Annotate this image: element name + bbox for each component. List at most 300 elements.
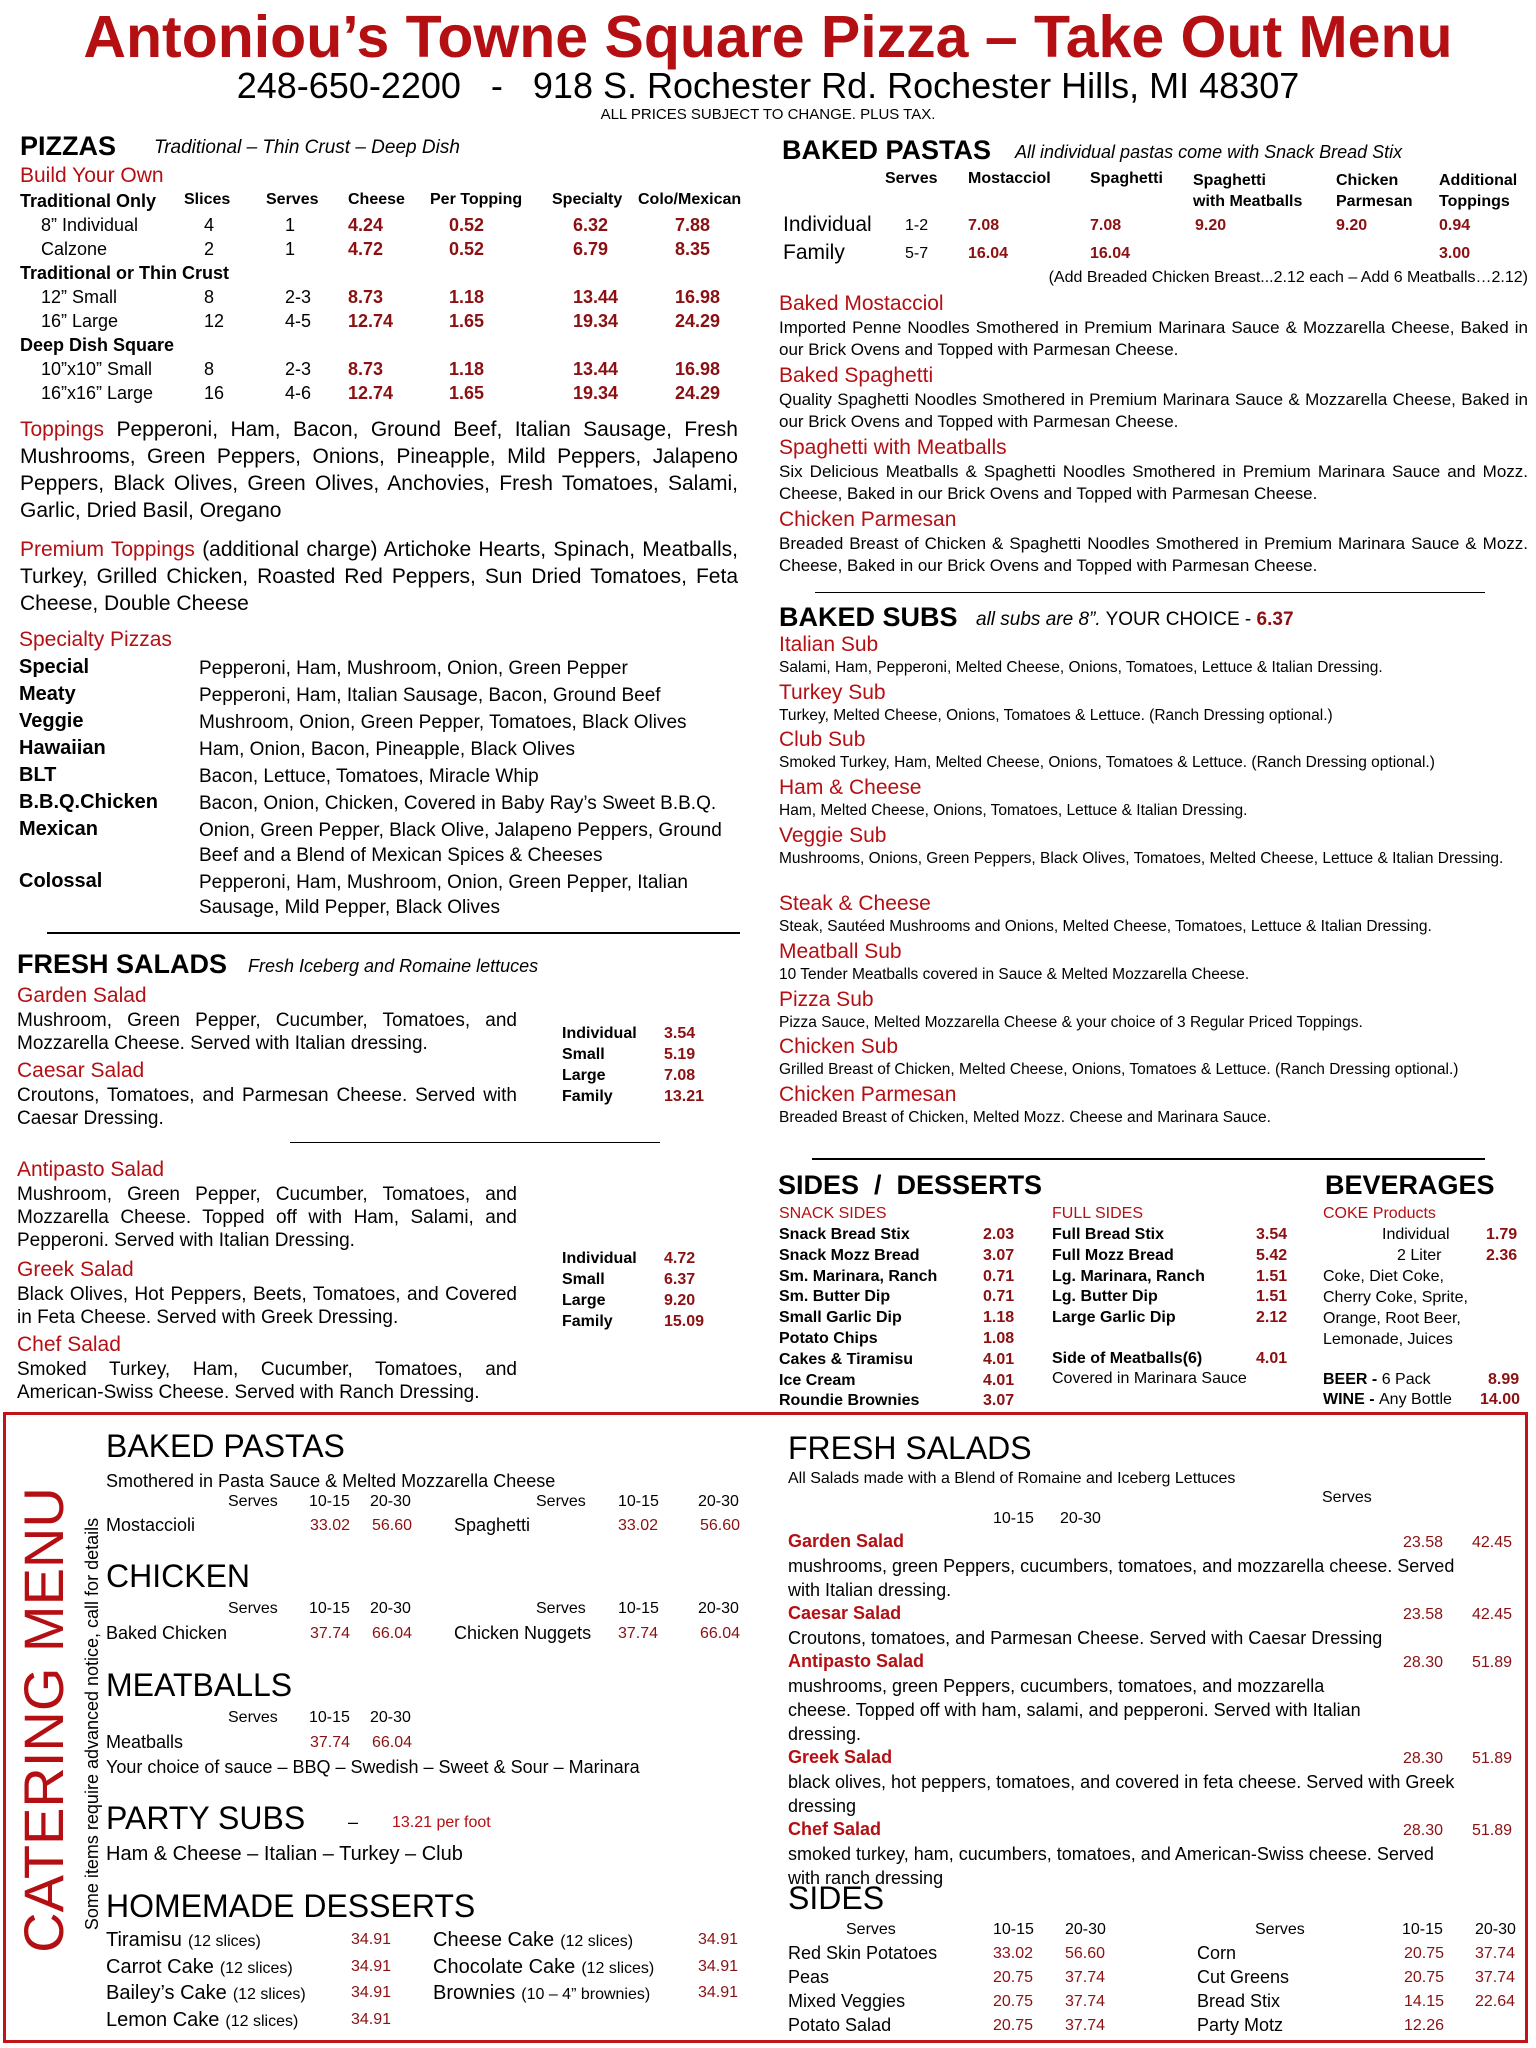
meatballs-note: Covered in Marinara Sauce	[1052, 1370, 1247, 1387]
col-spaghetti-meatballs	[1193, 170, 1302, 212]
salad-name: Garden Salad	[17, 984, 147, 1007]
premium-toppings-text: (additional charge) Artichoke Hearts, Spinach, Meatballs, Turkey, Grilled Chicken, Roasted Red Peppers, Sun Dried Tomatoes, Feta Cheese, Double Cheese	[20, 538, 738, 615]
catering-price-20-30: 22.64	[1475, 1993, 1516, 2010]
catering-salad-price-10-15: 23.58	[1403, 1606, 1444, 1623]
col-serves: Serves	[885, 170, 938, 187]
salad-desc: Croutons, Tomatoes, and Parmesan Cheese. Served with Caesar Dressing.	[17, 1085, 517, 1129]
sub-desc: Pizza Sauce, Melted Mozzarella Cheese & your choice of 3 Regular Priced Toppings.	[779, 1014, 1363, 1031]
beverage-size: Individual	[1382, 1226, 1450, 1243]
dessert-price: 34.91	[351, 1984, 392, 2001]
pizza-size: 16”x16” Large	[41, 383, 154, 403]
full-side-price: 5.42	[1256, 1246, 1288, 1264]
salad-price: 13.21	[664, 1088, 705, 1105]
beverage-flavors: Coke, Diet Coke, Cherry Coke, Sprite, Orange, Root Beer, Lemonade, Juices	[1323, 1268, 1468, 1348]
serves-value: 2-3	[285, 359, 312, 379]
catering-price-10-15: 37.74	[310, 1625, 351, 1642]
catering-price-10-15: 12.26	[1404, 2017, 1445, 2034]
sub-name: Italian Sub	[779, 633, 879, 656]
specialty-pizza-name: B.B.Q.Chicken	[19, 791, 158, 813]
salad-price: 3.54	[664, 1025, 696, 1042]
catering-salad-price-20-30: 51.89	[1472, 1822, 1513, 1839]
subs-subtitle-line	[976, 608, 1294, 632]
sub-desc: 10 Tender Meatballs covered in Sauce & Melted Mozzarella Cheese.	[779, 966, 1250, 983]
full-sides-label: FULL SIDES	[1052, 1205, 1143, 1222]
cheese-price: 8.73	[348, 287, 384, 307]
sub-desc: Salami, Ham, Pepperoni, Melted Cheese, Onions, Tomatoes, Lettuce & Italian Dressing.	[779, 659, 1383, 676]
catering-item-name: Peas	[788, 1967, 830, 1987]
contact-line: 248-650-2200 - 918 S. Rochester Rd. Rochester Hills, MI 48307	[236, 65, 1300, 106]
beverages-heading: BEVERAGES	[1325, 1170, 1495, 1200]
specialty-pizza-desc: Bacon, Lettuce, Tomatoes, Miracle Whip	[199, 766, 539, 787]
catering-item-name: Red Skin Potatoes	[788, 1943, 938, 1963]
pasta-serves: 1-2	[905, 217, 929, 234]
wine-desc: Any Bottle	[1379, 1391, 1452, 1408]
menu-title: Antoniou’s Towne Square Pizza – Take Out Menu	[83, 4, 1453, 70]
beer-line	[1323, 1370, 1431, 1390]
catering-price-10-15: 20.75	[1404, 1945, 1445, 1962]
catering-salad-name: Caesar Salad	[788, 1603, 902, 1623]
full-side-name: Large Garlic Dip	[1052, 1309, 1176, 1327]
col-mostacciol: Mostacciol	[968, 170, 1051, 187]
price-notice: ALL PRICES SUBJECT TO CHANGE. PLUS TAX.	[600, 106, 936, 123]
premium-toppings-label: Premium Toppings	[20, 538, 195, 561]
divider	[290, 1142, 660, 1143]
catering-title: CATERING MENU	[12, 1487, 75, 1953]
catering-price-10-15: 37.74	[618, 1625, 659, 1642]
col-slices: Slices	[184, 191, 231, 208]
sub-name: Steak & Cheese	[779, 892, 931, 915]
specialty-pizza-name: Special	[19, 656, 90, 678]
col-serves: Serves	[846, 1921, 896, 1938]
snack-side-name: Sm. Marinara, Ranch	[779, 1267, 938, 1285]
build-your-own-label: Build Your Own	[20, 164, 164, 187]
specialty-pizza-name: BLT	[19, 764, 57, 786]
sub-name: Club Sub	[779, 728, 866, 751]
dessert-qty: (10 – 4” brownies)	[521, 1986, 651, 2003]
full-side-name: Full Bread Stix	[1052, 1226, 1165, 1243]
catering-price-20-30: 56.60	[700, 1517, 741, 1534]
catering-salads-heading: FRESH SALADS	[788, 1430, 1032, 1466]
toppings-text: Pepperoni, Ham, Bacon, Ground Beef, Italian Sausage, Fresh Mushrooms, Green Peppers, Onions, Pineapple, Mild Peppers, Jalapeno Peppers, Black Olives, Green Olives, Anchovies, Fresh Tomatoes, Salami, Garlic, Dried Basil, Oregano	[20, 418, 738, 522]
pasta-size: Individual	[783, 213, 872, 236]
catering-salad-price-20-30: 51.89	[1472, 1750, 1513, 1767]
salad-price: 4.72	[664, 1250, 696, 1267]
catering-price-10-15: 37.74	[310, 1734, 351, 1751]
catering-price-20-30: 66.04	[700, 1625, 741, 1642]
pizza-size: 12” Small	[41, 287, 118, 307]
sub-desc: Grilled Breast of Chicken, Melted Cheese, Onions, Tomatoes & Lettuce. (Ranch Dressing optional.)	[779, 1061, 1459, 1078]
salad-price: 9.20	[664, 1292, 696, 1309]
specialty-price: 6.32	[573, 215, 609, 235]
sub-name: Pizza Sub	[779, 988, 874, 1011]
catering-salad-desc: mushrooms, green Peppers, cucumbers, tomatoes, and mozzarella cheese. Served with Italian dressing.	[788, 1556, 1455, 1600]
salad-name: Chef Salad	[17, 1333, 121, 1356]
full-side-price: 1.51	[1256, 1288, 1288, 1306]
topping-price: 0.52	[449, 239, 485, 259]
slices-value: 8	[204, 359, 215, 379]
catering-price-20-30: 37.74	[1065, 1993, 1106, 2010]
snack-side-price: 3.07	[983, 1392, 1015, 1410]
col-serves: Serves	[228, 1493, 278, 1510]
dessert-price: 34.91	[698, 1931, 739, 1948]
specialty-pizza-desc: Pepperoni, Ham, Mushroom, Onion, Green Pepper	[199, 658, 628, 679]
col-serves: Serves	[228, 1600, 278, 1617]
dessert-price: 34.91	[698, 1984, 739, 2001]
col-label: Spaghetti	[1193, 172, 1266, 189]
col-serves: Serves	[536, 1493, 586, 1510]
slices-value: 2	[204, 239, 215, 259]
dessert-name: Tiramisu	[106, 1929, 182, 1951]
meatballs-sauce-choice: Your choice of sauce – BBQ – Swedish – Sweet & Sour – Marinara	[106, 1757, 640, 1777]
dessert-price: 34.91	[351, 1931, 392, 1948]
col-label: Parmesan	[1336, 193, 1413, 210]
col-serves: Serves	[1322, 1489, 1372, 1506]
catering-chicken-heading: CHICKEN	[106, 1558, 251, 1594]
sub-name: Veggie Sub	[779, 824, 887, 847]
slices-value: 4	[204, 215, 215, 235]
col-20-30: 20-30	[370, 1493, 411, 1510]
catering-salad-desc: smoked turkey, ham, cucumbers, tomatoes, and American-Swiss cheese. Served with ranch dressing	[788, 1844, 1434, 1888]
divider	[815, 592, 1485, 593]
sub-name: Ham & Cheese	[779, 776, 922, 799]
colo-mexican-price: 8.35	[675, 239, 711, 259]
topping-price: 1.18	[449, 287, 485, 307]
catering-price-10-15: 14.15	[1404, 1993, 1445, 2010]
specialty-pizza-name: Hawaiian	[19, 737, 106, 759]
pizza-size: Calzone	[41, 239, 108, 259]
salad-price: 6.37	[664, 1271, 696, 1288]
additional-toppings-price: 0.94	[1439, 217, 1471, 234]
col-spaghetti: Spaghetti	[1090, 170, 1163, 187]
dessert-qty: (12 slices)	[581, 1959, 655, 1977]
pizza-size: 16” Large	[41, 311, 119, 331]
serves-value: 2-3	[285, 287, 312, 307]
col-cheese: Cheese	[348, 191, 405, 208]
snack-side-name: Roundie Brownies	[779, 1392, 920, 1410]
full-side-name: Lg. Butter Dip	[1052, 1288, 1158, 1306]
col-serves: Serves	[228, 1709, 278, 1726]
cheese-price: 4.24	[348, 215, 384, 235]
dessert-item	[106, 1928, 261, 1954]
col-label: Additional	[1439, 172, 1518, 189]
beer-price: 8.99	[1488, 1371, 1520, 1388]
catering-price-10-15: 33.02	[618, 1517, 659, 1534]
col-per-topping: Per Topping	[430, 191, 523, 208]
salad-size: Family	[562, 1313, 613, 1330]
cheese-price: 12.74	[348, 311, 394, 331]
col-10-15: 10-15	[309, 1709, 350, 1726]
catering-salad-price-20-30: 42.45	[1472, 1534, 1513, 1551]
specialty-pizza-desc: Ham, Onion, Bacon, Pineapple, Black Olives	[199, 739, 575, 760]
pastas-subtitle: All individual pastas come with Snack Bread Stix	[1015, 142, 1403, 162]
salad-price: 7.08	[664, 1067, 696, 1084]
specialty-pizza-name: Veggie	[19, 710, 84, 732]
col-20-30: 20-30	[1060, 1510, 1101, 1527]
specialty-pizza-name: Meaty	[19, 683, 76, 705]
pasta-item-desc: Six Delicious Meatballs & Spaghetti Noodles Smothered in Premium Marinara Sauce and Mozz. Cheese, Baked in our Brick Ovens and Topped with Parmesan Cheese.	[779, 462, 1528, 503]
sub-desc: Ham, Melted Cheese, Onions, Tomatoes, Lettuce & Italian Dressing.	[779, 802, 1248, 819]
dessert-item	[433, 1981, 650, 2007]
specialty-price: 13.44	[573, 359, 619, 379]
catering-salad-name: Greek Salad	[788, 1747, 893, 1767]
catering-price-20-30: 66.04	[372, 1734, 413, 1751]
desserts-heading: HOMEMADE DESSERTS	[106, 1888, 476, 1924]
catering-pastas-sub: Smothered in Pasta Sauce & Melted Mozzarella Cheese	[106, 1471, 556, 1491]
dessert-price: 34.91	[351, 2010, 392, 2028]
pizza-group-name: Traditional or Thin Crust	[20, 263, 230, 283]
colo-mexican-price: 24.29	[675, 383, 721, 403]
dessert-price: 34.91	[351, 1957, 392, 1975]
col-10-15: 10-15	[618, 1493, 659, 1510]
beer-desc: 6 Pack	[1381, 1371, 1431, 1388]
serves-value: 1	[285, 215, 296, 235]
col-20-30: 20-30	[698, 1600, 739, 1617]
catering-price-20-30: 37.74	[1065, 1969, 1106, 1986]
col-10-15: 10-15	[993, 1921, 1034, 1938]
col-chicken-parmesan	[1336, 170, 1413, 212]
col-20-30: 20-30	[370, 1600, 411, 1617]
party-subs-price: 13.21 per foot	[392, 1814, 491, 1831]
side-of-meatballs-price: 4.01	[1256, 1350, 1288, 1367]
catering-salad-price-10-15: 28.30	[1403, 1654, 1444, 1671]
dessert-item	[106, 1955, 293, 1981]
cheese-price: 12.74	[348, 383, 394, 403]
pasta-item-name: Chicken Parmesan	[779, 508, 957, 531]
col-10-15: 10-15	[309, 1493, 350, 1510]
specialty-pizza-desc: Onion, Green Pepper, Black Olive, Jalapeno Peppers, Ground Beef and a Blend of Mexican Spices & Cheeses	[199, 820, 722, 866]
snack-side-price: 1.08	[983, 1330, 1015, 1347]
catering-item-name: Potato Salad	[788, 2015, 892, 2035]
specialty-price: 6.79	[573, 239, 609, 259]
pasta-addon-note: (Add Breaded Chicken Breast...2.12 each – Add 6 Meatballs…2.12)	[1048, 269, 1528, 286]
col-label: Chicken	[1336, 172, 1399, 189]
dessert-name: Brownies	[433, 1982, 516, 2004]
topping-price: 1.65	[449, 383, 485, 403]
colo-mexican-price: 16.98	[675, 287, 721, 307]
catering-price-20-30: 37.74	[1065, 2017, 1106, 2034]
beverage-price: 2.36	[1486, 1247, 1518, 1264]
catering-price-10-15: 20.75	[993, 2017, 1034, 2034]
catering-item-name: Mixed Veggies	[788, 1991, 906, 2011]
catering-salad-desc: mushrooms, green Peppers, cucumbers, tomatoes, and mozzarella cheese. Topped off with ham, salami, and pepperoni. Served with Italian dressing.	[788, 1676, 1361, 1744]
pasta-item-name: Baked Spaghetti	[779, 364, 934, 387]
specialty-pizza-name: Mexican	[19, 818, 98, 840]
dessert-qty: (12 slices)	[187, 1933, 261, 1950]
catering-salad-price-20-30: 51.89	[1472, 1654, 1513, 1671]
slices-value: 12	[204, 311, 225, 331]
catering-price-10-15: 33.02	[310, 1517, 351, 1534]
full-side-price: 3.54	[1256, 1226, 1288, 1243]
salad-desc: Black Olives, Hot Peppers, Beets, Tomatoes, and Covered in Feta Cheese. Served with Greek Dressing.	[17, 1284, 517, 1328]
catering-sides-heading: SIDES	[788, 1880, 885, 1916]
snack-side-price: 4.01	[983, 1371, 1015, 1389]
subs-heading: BAKED SUBS	[779, 602, 958, 632]
col-label: with Meatballs	[1193, 193, 1303, 210]
serves-value: 1	[285, 239, 296, 259]
topping-price: 1.65	[449, 311, 485, 331]
salad-size: Large	[562, 1292, 606, 1309]
col-10-15: 10-15	[993, 1510, 1034, 1527]
sub-desc: Breaded Breast of Chicken, Melted Mozz. Cheese and Marinara Sauce.	[779, 1109, 1271, 1126]
side-of-meatballs: Side of Meatballs(6)	[1052, 1350, 1203, 1367]
pasta-item-desc: Quality Spaghetti Noodles Smothered in Premium Marinara Sauce & Mozzarella Cheese, Baked in our Brick Ovens and Topped with Parmesan Cheese.	[779, 390, 1528, 431]
salad-size: Small	[562, 1046, 605, 1063]
sub-desc: Smoked Turkey, Ham, Melted Cheese, Onions, Tomatoes & Lettuce. (Ranch Dressing optional.)	[779, 754, 1435, 771]
beer-label: BEER -	[1323, 1371, 1378, 1388]
pizza-group-name: Deep Dish Square	[20, 335, 175, 355]
cheese-price: 4.72	[348, 239, 384, 259]
party-subs-dash: –	[348, 1812, 359, 1832]
salad-name: Antipasto Salad	[17, 1158, 165, 1181]
salad-price: 5.19	[664, 1046, 696, 1063]
snack-side-price: 0.71	[983, 1267, 1015, 1285]
pasta-size: Family	[783, 241, 845, 264]
catering-item-name: Spaghetti	[454, 1515, 531, 1535]
pasta-item-name: Baked Mostacciol	[779, 292, 944, 315]
sub-name: Meatball Sub	[779, 940, 902, 963]
col-10-15: 10-15	[309, 1600, 350, 1617]
snack-side-name: Small Garlic Dip	[779, 1309, 902, 1327]
catering-salad-name: Garden Salad	[788, 1531, 905, 1551]
catering-price-20-30: 56.60	[372, 1517, 413, 1534]
catering-item-name: Mostaccioli	[106, 1515, 196, 1535]
snack-side-price: 2.03	[983, 1226, 1015, 1243]
dessert-item	[433, 1955, 654, 1981]
catering-salad-desc: Croutons, tomatoes, and Parmesan Cheese. Served with Caesar Dressing	[788, 1628, 1383, 1648]
spaghetti-meatballs-price: 9.20	[1195, 217, 1227, 234]
snack-side-name: Sm. Butter Dip	[779, 1288, 891, 1306]
pasta-item-desc: Imported Penne Noodles Smothered in Premium Marinara Sauce & Mozzarella Cheese, Baked in our Brick Ovens and Topped with Parmesan Cheese.	[779, 318, 1528, 359]
col-20-30: 20-30	[698, 1493, 739, 1510]
full-side-price: 2.12	[1256, 1309, 1288, 1327]
catering-salad-price-20-30: 42.45	[1472, 1606, 1513, 1623]
pizzas-heading: PIZZAS	[20, 131, 117, 161]
col-serves: Serves	[266, 191, 319, 208]
subs-price: 6.37	[1256, 609, 1294, 630]
sub-desc: Mushrooms, Onions, Green Peppers, Black Olives, Tomatoes, Melted Cheese, Lettuce & Italian Dressing.	[779, 850, 1504, 867]
salads-subtitle: Fresh Iceberg and Romaine lettuces	[248, 956, 539, 976]
catering-salad-name: Antipasto Salad	[788, 1651, 925, 1671]
premium-toppings-block	[20, 536, 738, 617]
salads-heading: FRESH SALADS	[17, 949, 228, 979]
beverage-size: 2 Liter	[1397, 1247, 1442, 1264]
specialty-price: 13.44	[573, 287, 619, 307]
dessert-price: 34.91	[698, 1957, 739, 1975]
catering-price-20-30: 37.74	[1475, 1945, 1516, 1962]
specialty-pizzas-label: Specialty Pizzas	[19, 628, 172, 651]
dessert-name: Cheese Cake	[433, 1929, 555, 1951]
pizza-group-name: Traditional Only	[20, 191, 157, 211]
colo-mexican-price: 24.29	[675, 311, 721, 331]
dessert-item	[433, 1928, 633, 1954]
salad-size: Large	[562, 1067, 606, 1084]
coke-products-label: COKE Products	[1323, 1205, 1436, 1222]
col-label: Toppings	[1439, 193, 1510, 210]
specialty-pizza-desc: Pepperoni, Ham, Mushroom, Onion, Green Pepper, Italian Sausage, Mild Pepper, Black Olives	[199, 872, 688, 918]
catering-price-10-15: 20.75	[993, 1969, 1034, 1986]
sides-heading: SIDES / DESSERTS	[778, 1170, 1043, 1200]
subs-choice: YOUR CHOICE -	[1105, 609, 1252, 630]
topping-price: 1.18	[449, 359, 485, 379]
spaghetti-price: 16.04	[1090, 245, 1131, 262]
snack-side-price: 3.07	[983, 1246, 1015, 1264]
catering-item-name: Corn	[1197, 1943, 1237, 1963]
serves-value: 4-5	[285, 311, 312, 331]
specialty-pizza-name: Colossal	[19, 870, 103, 892]
divider	[812, 1158, 1485, 1160]
dessert-item	[106, 2008, 298, 2034]
salad-size: Individual	[562, 1250, 637, 1267]
sub-name: Chicken Parmesan	[779, 1083, 957, 1106]
snack-side-price: 0.71	[983, 1288, 1015, 1306]
mostacciol-price: 7.08	[968, 217, 1000, 234]
col-20-30: 20-30	[370, 1709, 411, 1726]
additional-toppings-price: 3.00	[1439, 245, 1471, 262]
catering-salad-price-10-15: 23.58	[1403, 1534, 1444, 1551]
catering-price-20-30: 66.04	[372, 1625, 413, 1642]
pasta-item-name: Spaghetti with Meatballs	[779, 436, 1007, 459]
cheese-price: 8.73	[348, 359, 384, 379]
salad-size: Individual	[562, 1025, 637, 1042]
col-specialty: Specialty	[552, 191, 623, 208]
salad-name: Caesar Salad	[17, 1059, 145, 1082]
catering-price-10-15: 20.75	[1404, 1969, 1445, 1986]
wine-label: WINE -	[1323, 1391, 1375, 1408]
subs-size-note: all subs are 8”.	[976, 609, 1101, 630]
catering-meatballs-heading: MEATBALLS	[106, 1667, 293, 1703]
serves-value: 4-6	[285, 383, 312, 403]
snack-side-name: Snack Mozz Bread	[779, 1246, 920, 1264]
colo-mexican-price: 7.88	[675, 215, 711, 235]
catering-note: Some items require advanced notice, call for details	[82, 1517, 102, 1931]
dessert-name: Lemon Cake	[106, 2008, 220, 2031]
catering-salad-desc: black olives, hot peppers, tomatoes, and covered in feta cheese. Served with Greek dressing	[788, 1772, 1455, 1816]
salad-price: 15.09	[664, 1313, 705, 1330]
salad-desc: Mushroom, Green Pepper, Cucumber, Tomatoes, and Mozzarella Cheese. Served with Italian dressing.	[17, 1010, 517, 1054]
catering-item-name: Meatballs	[106, 1732, 184, 1752]
catering-item-name: Cut Greens	[1197, 1967, 1290, 1987]
snack-side-name: Ice Cream	[779, 1371, 856, 1389]
pizza-size: 10”x10” Small	[41, 359, 153, 379]
specialty-pizza-desc: Pepperoni, Ham, Italian Sausage, Bacon, Ground Beef	[199, 685, 661, 706]
snack-side-name: Potato Chips	[779, 1330, 878, 1347]
full-side-name: Lg. Marinara, Ranch	[1052, 1267, 1205, 1285]
sub-name: Chicken Sub	[779, 1035, 899, 1058]
wine-price: 14.00	[1480, 1391, 1521, 1408]
beverage-price: 1.79	[1486, 1226, 1518, 1243]
col-serves: Serves	[536, 1600, 586, 1617]
divider	[47, 932, 740, 934]
catering-price-20-30: 56.60	[1065, 1945, 1106, 1962]
catering-item-name: Chicken Nuggets	[454, 1623, 592, 1643]
dessert-name: Carrot Cake	[106, 1955, 214, 1978]
specialty-pizza-desc: Bacon, Onion, Chicken, Covered in Baby Ray’s Sweet B.B.Q.	[199, 793, 717, 814]
dessert-item	[106, 1981, 306, 2007]
snack-side-name: Snack Bread Stix	[779, 1226, 910, 1243]
pizza-size: 8” Individual	[41, 215, 139, 235]
sub-desc: Steak, Sautéed Mushrooms and Onions, Melted Cheese, Tomatoes, Lettuce & Italian Dressing.	[779, 918, 1432, 935]
wine-line	[1323, 1390, 1452, 1410]
col-additional-toppings	[1439, 170, 1517, 212]
topping-price: 0.52	[449, 215, 485, 235]
toppings-block	[20, 416, 738, 524]
slices-value: 8	[204, 287, 215, 307]
snack-sides-label: SNACK SIDES	[779, 1205, 887, 1222]
specialty-price: 19.34	[573, 311, 619, 331]
catering-salad-name: Chef Salad	[788, 1819, 882, 1839]
col-10-15: 10-15	[618, 1600, 659, 1617]
col-20-30: 20-30	[1065, 1921, 1106, 1938]
